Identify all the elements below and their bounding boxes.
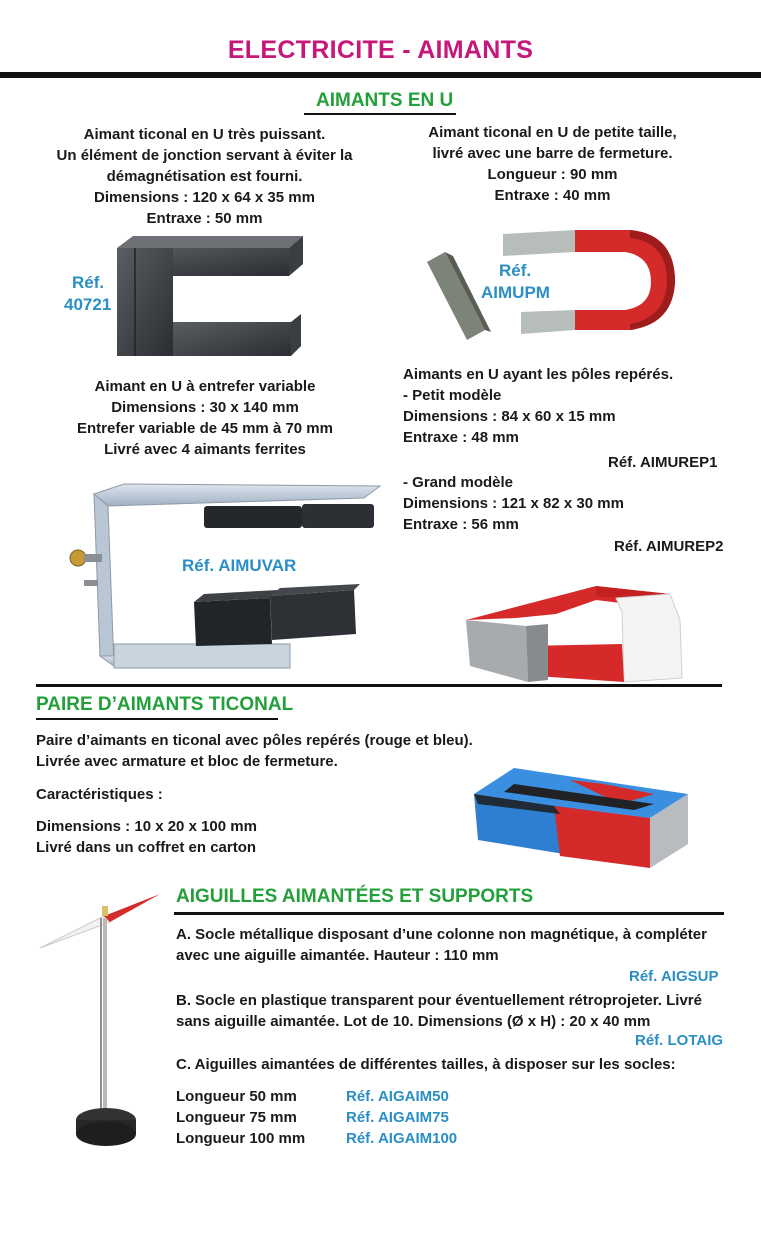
aiguilles-c-text: C. Aiguilles aimantées de différentes tailles, à disposer sur les socles: — [176, 1056, 676, 1073]
variable-gap-magnet-image — [64, 484, 374, 674]
paire-dimensions: Dimensions : 10 x 20 x 100 mm Livré dans un coffret en carton — [36, 818, 257, 856]
list-item: Longueur 75 mm Réf. AIGAIM75 — [176, 1109, 449, 1126]
small-u-magnet-image — [425, 212, 685, 352]
left-magnet-description: Aimant ticonal en U très puissant. Un élément de jonction servant à éviter la démagnétisation est fourni. Dimensions : 120 x 64 x 35 mm Entraxe : 50 mm — [56, 126, 353, 227]
reperes-description-grand: - Grand modèle Dimensions : 121 x 82 x 30 mm Entraxe : 56 mm — [403, 474, 624, 533]
aiguilles-b-text: B. Socle en plastique transparent pour éventuellement rétroprojeter. Livré sans aiguille aimantée. Lot de 10. Dimensions (Ø x H) : 20 x 40 mm — [176, 992, 702, 1030]
ref-40721: Réf. 40721 — [64, 273, 112, 314]
ref-aimuvar: Réf. AIMUVAR — [182, 556, 297, 575]
paire-description: Paire d’aimants en ticonal avec pôles repérés (rouge et bleu). Livrée avec armature et bloc de fermeture. — [36, 732, 473, 770]
magnetic-needle-image — [40, 888, 170, 1158]
ref-aimupm: Réf. AIMUPM — [481, 261, 550, 302]
section-underline-aimants-u — [304, 113, 456, 115]
title-divider — [0, 72, 761, 78]
section-heading-aimants-u: AIMANTS EN U — [316, 90, 454, 111]
ref-aigsup: Réf. AIGSUP — [629, 968, 719, 985]
ref-aimurep1: Réf. AIMUREP1 — [608, 454, 718, 471]
marked-poles-u-magnet-image — [456, 566, 696, 686]
paire-caracteristiques: Caractéristiques : — [36, 786, 163, 803]
section-heading-paire: PAIRE D’AIMANTS TICONAL — [36, 694, 294, 715]
divider-paire — [36, 684, 722, 687]
section-underline-paire — [36, 718, 278, 720]
aiguilles-list — [176, 1086, 536, 1149]
list-item: Longueur 50 mm Réf. AIGAIM50 — [176, 1088, 449, 1105]
ref-aimurep2: Réf. AIMUREP2 — [614, 538, 724, 555]
aiguilles-a-text: A. Socle métallique disposant d’une colonne non magnétique, à compléter avec une aiguille aimantée. Hauteur : 110 mm — [176, 926, 707, 964]
reperes-description: Aimants en U ayant les pôles repérés. - Petit modèle Dimensions : 84 x 60 x 15 mm Entraxe : 48 mm — [403, 366, 674, 446]
divider-aiguilles — [174, 912, 724, 915]
right-magnet-description: Aimant ticonal en U de petite taille, livré avec une barre de fermeture. Longueur : 90 mm Entraxe : 40 mm — [428, 124, 677, 204]
page-title: ELECTRICITE - AIMANTS — [227, 36, 534, 64]
ticonal-u-magnet-image — [105, 228, 305, 368]
variable-magnet-description: Aimant en U à entrefer variable Dimensions : 30 x 140 mm Entrefer variable de 45 mm à 70 mm Livré avec 4 aimants ferrites — [77, 378, 333, 458]
list-item: Longueur 100 mm Réf. AIGAIM100 — [176, 1130, 458, 1147]
ticonal-pair-image — [474, 764, 694, 874]
section-heading-aiguilles: AIGUILLES AIMANTÉES ET SUPPORTS — [176, 886, 534, 907]
ref-lotaig: Réf. LOTAIG — [635, 1032, 724, 1049]
